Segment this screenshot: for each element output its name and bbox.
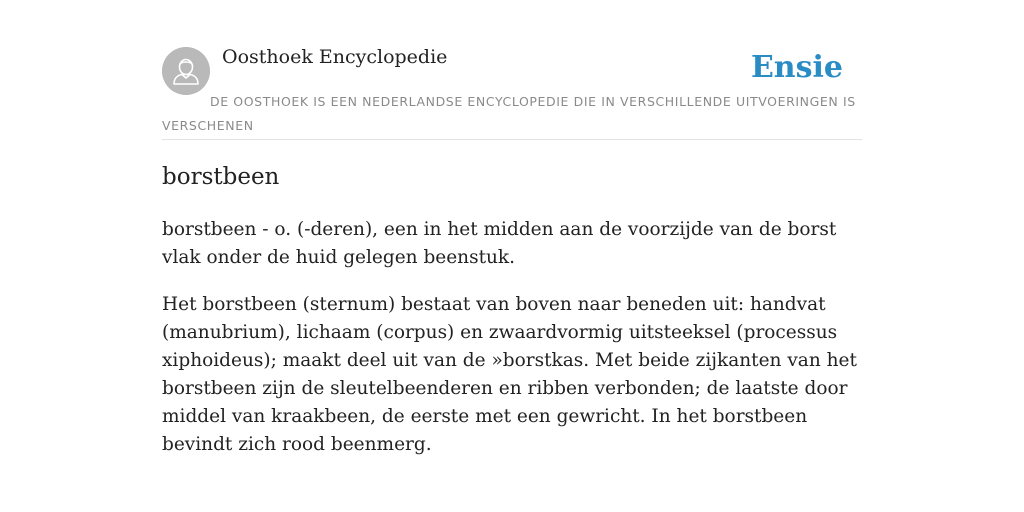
- source-header: [162, 0, 862, 140]
- entry-title: borstbeen: [162, 164, 280, 190]
- entry-paragraph: Het borstbeen (sternum) bestaat van boven naar beneden uit: handvat (manubrium), lichaam (corpus) en zwaardvormig uitsteeksel (processus xiphoideus); maakt deel uit van de »borstkas. Met beide zijkanten van het borstbeen zijn de sleutelbeenderen en ribben verbonden; de laatste door middel van kraakbeen, de eerste met een gewricht. In het borstbeen bevindt zich rood beenmerg.: [162, 294, 857, 455]
- article-page: [162, 0, 862, 455]
- source-description: DE OOSTHOEK IS EEN NEDERLANDSE ENCYCLOPEDIE DIE IN VERSCHILLENDE UITVOERINGEN IS VERSCHENEN: [162, 94, 856, 133]
- user-avatar-icon[interactable]: [162, 47, 210, 95]
- entry-paragraph: borstbeen - o. (-deren), een in het midden aan de voorzijde van de borst vlak onder de huid gelegen beenstuk.: [162, 219, 837, 268]
- source-name[interactable]: Oosthoek Encyclopedie: [222, 46, 448, 68]
- ensie-logo-link[interactable]: Ensie: [750, 50, 843, 85]
